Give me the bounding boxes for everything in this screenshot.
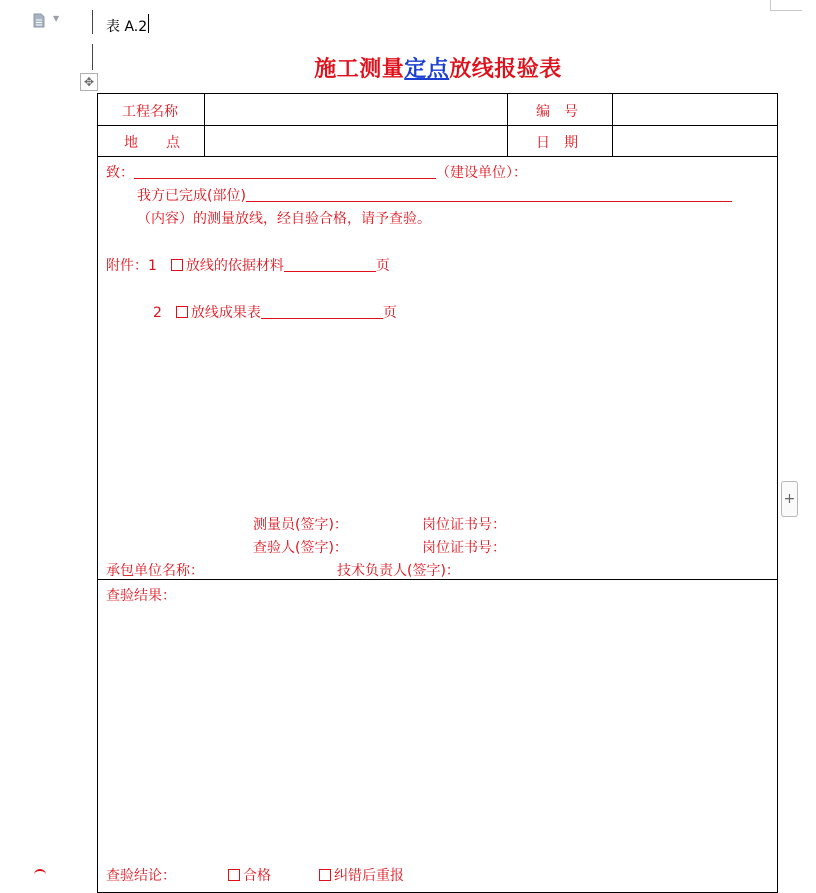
inspection-result-label: 查验结果：	[106, 588, 176, 604]
chevron-down-icon[interactable]: ▼	[53, 14, 60, 23]
content-line: （内容）的测量放线，经自验合格，请予查验。	[137, 211, 431, 227]
red-mark	[34, 869, 46, 881]
table-label: 表 A.2	[106, 19, 148, 35]
document-icon[interactable]	[33, 13, 45, 28]
crop-mark	[770, 10, 802, 11]
checkbox[interactable]	[171, 259, 183, 271]
option-resubmit: 纠错后重报	[334, 868, 404, 884]
checkbox[interactable]	[228, 869, 240, 881]
move-handle-icon[interactable]: ✥	[80, 73, 98, 91]
option-pass: 合格	[243, 868, 271, 884]
completed-line	[137, 185, 732, 205]
row-divider	[98, 125, 778, 126]
date-label: 日 期	[536, 135, 578, 151]
attach1-text: 放线的依据材料	[185, 258, 284, 274]
attachment-1	[106, 255, 390, 275]
addressee-line	[106, 162, 527, 182]
title-part: 放线报验表	[449, 56, 562, 82]
attach2-unit: 页	[382, 305, 397, 321]
attach2-text: 放线成果表	[190, 305, 261, 321]
checkbox[interactable]	[176, 306, 188, 318]
to-suffix: （建设单位）：	[436, 165, 527, 181]
location-label: 地 点	[124, 135, 180, 151]
tech-lead-signature: 技术负责人(签字)：	[337, 563, 460, 579]
number-label: 编 号	[536, 104, 578, 120]
inspector-signature: 查验人(签字)：	[253, 540, 348, 556]
inspection-conclusion	[106, 865, 404, 885]
attach2-num: 2	[153, 305, 162, 321]
col-divider	[507, 94, 508, 156]
surveyor-signature: 测量员(签字)：	[253, 517, 348, 533]
page-count-blank[interactable]	[261, 304, 383, 319]
form-table	[97, 93, 778, 893]
location-blank[interactable]	[246, 187, 732, 202]
margin-guide	[92, 10, 93, 34]
cert-number-1: 岗位证书号：	[422, 517, 506, 533]
text-caret	[148, 14, 149, 33]
title-part: 施工测量	[314, 56, 405, 82]
to-prefix: 致：	[106, 165, 134, 181]
attach-prefix: 附件：1	[106, 258, 157, 274]
crop-mark	[770, 0, 771, 10]
conclusion-label: 查验结论：	[106, 868, 176, 884]
attach1-unit: 页	[375, 258, 390, 274]
project-name-label: 工程名称	[122, 104, 178, 120]
attachment-2	[153, 302, 397, 322]
title-highlight: 定点	[404, 56, 450, 82]
contractor-name: 承包单位名称：	[106, 563, 204, 579]
row-divider	[98, 156, 778, 157]
plus-icon[interactable]: +	[781, 481, 798, 517]
addressee-blank[interactable]	[134, 164, 436, 179]
col-divider	[612, 94, 613, 156]
page-title	[0, 52, 816, 83]
col-divider	[204, 94, 205, 156]
cert-number-2: 岗位证书号：	[422, 540, 506, 556]
checkbox[interactable]	[319, 869, 331, 881]
page-count-blank[interactable]	[284, 257, 376, 272]
completed-prefix: 我方已完成(部位)	[137, 188, 246, 204]
